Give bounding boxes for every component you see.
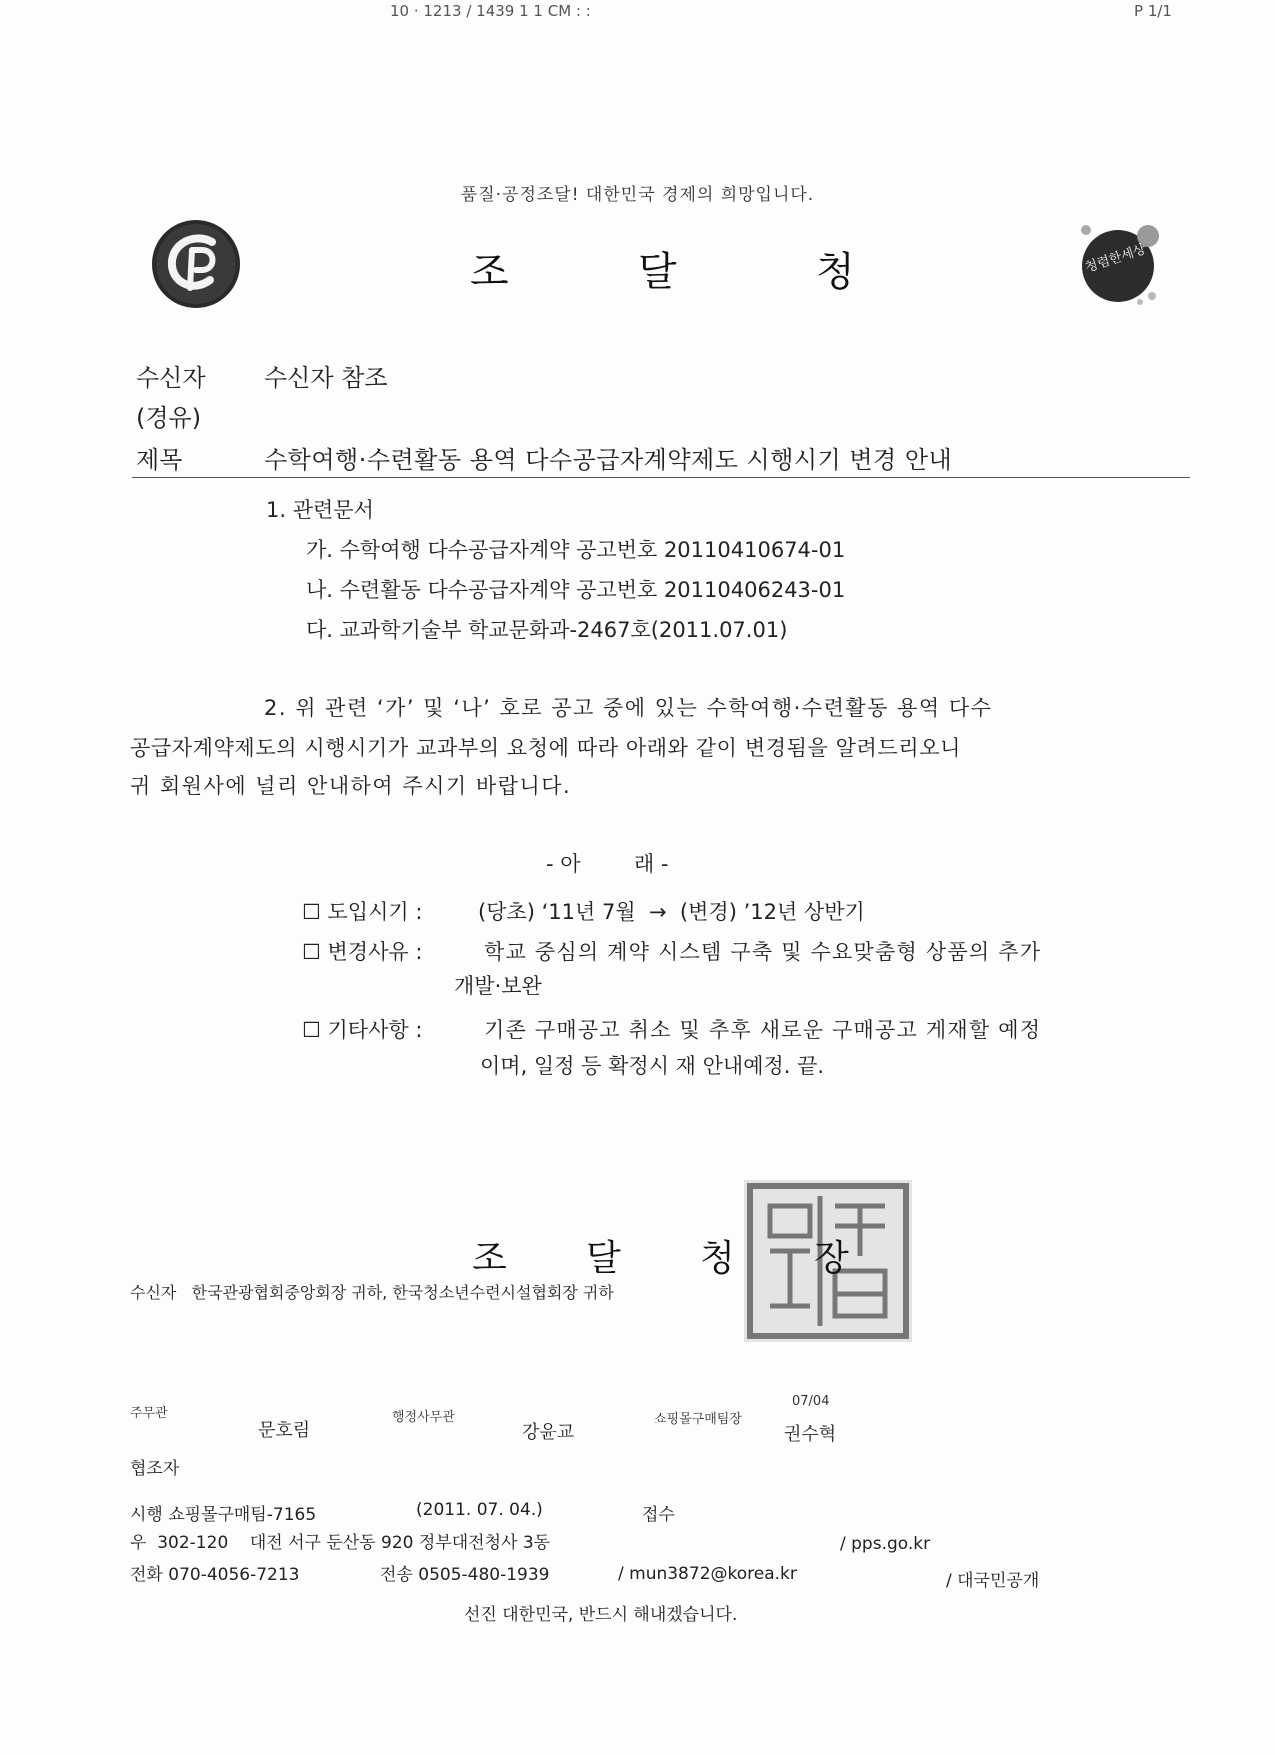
recipient-label: 수신자 — [136, 364, 206, 392]
approval-role: 행정사무관 — [392, 1410, 455, 1425]
related-doc-item: 나. 수련활동 다수공급자계약 공고번호 20110406243-01 — [306, 578, 846, 602]
header-slogan: 품질·공정조달! 대한민국 경제의 희망입니다. — [460, 185, 815, 205]
signature-char-1: 조 — [472, 1238, 507, 1279]
via-label: (경유) — [136, 404, 202, 432]
phone-number: 전화 070-4056-7213 — [130, 1565, 300, 1585]
section-2-line: 2. 위 관련 ‘가’ 및 ‘나’ 호로 공고 중에 있는 수학여행·수련활동 용역 다수 — [264, 696, 993, 720]
below-item-label: ☐ 도입시기 : — [302, 900, 423, 924]
approval-date: 07/04 — [792, 1394, 830, 1409]
fax-header-line: 10 · 1213 / 1439 1 1 CM : : — [390, 2, 591, 20]
postal-address: 우 302-120 대전 서구 둔산동 920 정부대전청사 3동 — [130, 1533, 551, 1553]
org-title-char-3: 청 — [816, 249, 855, 295]
section-2-line: 귀 회원사에 널리 안내하여 주시기 바랍니다. — [130, 774, 572, 798]
recipient-value: 수신자 참조 — [264, 364, 388, 392]
subject-divider — [132, 477, 1190, 478]
receipt-label: 접수 — [642, 1505, 675, 1525]
disclosure-status: / 대국민공개 — [946, 1571, 1040, 1591]
signature-char-3: 청 — [700, 1238, 735, 1279]
below-item-text: 개발·보완 — [454, 974, 542, 998]
signature-char-4: 장 — [814, 1238, 849, 1279]
related-doc-item: 다. 교과학기술부 학교문화과-2467호(2011.07.01) — [306, 618, 788, 642]
enforcement-number: 시행 쇼핑몰구매팀-7165 — [130, 1505, 317, 1525]
recipients-line: 수신자 한국관광협회중앙회장 귀하, 한국청소년수련시설협회장 귀하 — [130, 1283, 614, 1302]
related-doc-item: 가. 수학여행 다수공급자계약 공고번호 20110410674-01 — [306, 538, 846, 562]
below-item-text: (당초) ‘11년 7월 → (변경) ’12년 상반기 — [478, 900, 865, 924]
fax-number: 전송 0505-480-1939 — [380, 1565, 550, 1585]
org-title-char-2: 달 — [638, 249, 677, 295]
emblem-text: 청렴한세상 — [1083, 242, 1148, 276]
approval-name: 권수혁 — [784, 1424, 837, 1445]
below-item-label: ☐ 변경사유 : — [302, 940, 423, 964]
below-item-text: 이며, 일정 등 확정시 재 안내예정. 끝. — [480, 1054, 825, 1078]
closing-slogan: 선진 대한민국, 반드시 해내겠습니다. — [464, 1605, 738, 1625]
below-heading: - 아 래 - — [546, 852, 669, 876]
section-1-heading: 1. 관련문서 — [266, 498, 374, 522]
approval-role: 쇼핑몰구매팀장 — [654, 1412, 742, 1427]
below-item-text: 학교 중심의 계약 시스템 구축 및 수요맞춤형 상품의 추가 — [484, 940, 1042, 964]
website-link[interactable]: / pps.go.kr — [840, 1534, 931, 1554]
approval-role: 주무관 — [130, 1406, 168, 1421]
cooperator-label: 협조자 — [130, 1459, 180, 1479]
subject-value: 수학여행·수련활동 용역 다수공급자계약제도 시행시기 변경 안내 — [264, 446, 953, 474]
subject-label: 제목 — [136, 446, 183, 474]
approval-name: 문호림 — [258, 1420, 311, 1441]
section-2-line: 공급자계약제도의 시행시기가 교과부의 요청에 따라 아래와 같이 변경됨을 알려드리오니 — [130, 736, 961, 760]
emblem-icon — [1078, 222, 1160, 306]
below-item-text: 기존 구매공고 취소 및 추후 새로운 구매공고 게재할 예정 — [484, 1018, 1042, 1042]
fax-page-number: P 1/1 — [1134, 2, 1172, 20]
below-item-label: ☐ 기타사항 : — [302, 1018, 423, 1042]
org-title-char-1: 조 — [470, 249, 509, 295]
signature-char-2: 달 — [586, 1238, 621, 1279]
pps-logo-icon — [150, 218, 242, 310]
email-link[interactable]: / mun3872@korea.kr — [618, 1564, 797, 1584]
enforcement-date: (2011. 07. 04.) — [416, 1500, 543, 1520]
approval-name: 강윤교 — [522, 1422, 575, 1443]
